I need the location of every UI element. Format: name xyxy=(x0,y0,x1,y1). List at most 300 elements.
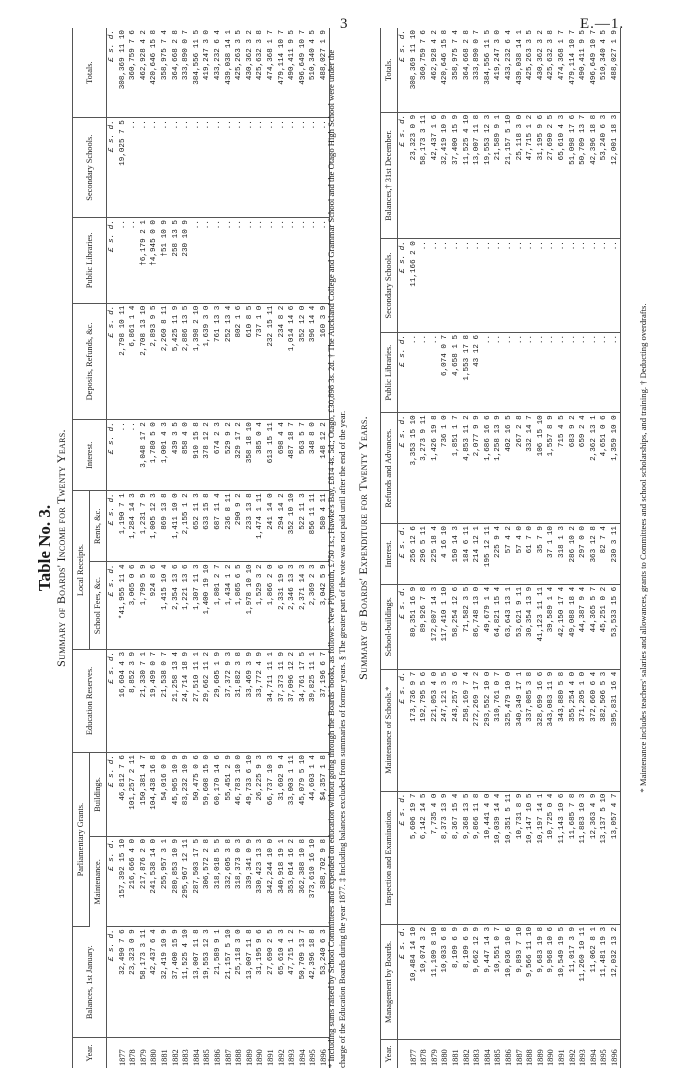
table-row xyxy=(213,28,224,1068)
table-cell: 233 13 8 xyxy=(245,491,256,562)
table-cell: 2,331 19 6 xyxy=(277,562,288,649)
table-cell: 433,232 6 4 xyxy=(504,28,515,112)
table-row xyxy=(181,28,192,1068)
table-cell: 8,367 15 4 xyxy=(451,791,462,924)
table-cell: 256 12 6 xyxy=(409,524,420,585)
table-cell: 330,423 13 3 xyxy=(255,836,266,926)
table-cell: .. xyxy=(171,118,182,218)
table-cell: .. xyxy=(589,239,600,333)
table-cell: .. xyxy=(118,420,129,491)
table-cell: 1,014 14 6 xyxy=(287,303,298,420)
table-cell: 1,426 19 8 xyxy=(430,413,441,524)
table-cell: .. xyxy=(568,332,579,412)
table-row xyxy=(430,28,441,1068)
table-cell: 9,566 11 10 xyxy=(525,924,536,1039)
year-cell: 1884 xyxy=(191,1049,201,1066)
income-subtitle: Summary of Boards' Income for Twenty Years. xyxy=(54,429,68,667)
table-cell: 3,065 0 6 xyxy=(128,562,139,649)
table-cell: 42,396 18 8 xyxy=(589,112,600,238)
table-cell: .. xyxy=(483,332,494,412)
table-cell: 10,725 0 4 xyxy=(546,791,557,924)
table-cell: 82 7 4 xyxy=(599,524,610,585)
table-cell: .. xyxy=(128,218,139,304)
table-row xyxy=(224,28,235,1068)
table-cell: 430,362 3 2 xyxy=(536,28,547,112)
table-row xyxy=(578,28,589,1068)
table-cell: 496,649 10 7 xyxy=(589,28,600,112)
table-cell: 13,057 4 7 xyxy=(610,791,621,924)
units-cell: £ s. d. xyxy=(107,927,118,1038)
table-cell: 652 11 3 xyxy=(192,491,203,562)
table-cell: .. xyxy=(515,332,526,412)
col-totals: Totals. xyxy=(73,28,107,118)
table-cell: 332,605 3 8 xyxy=(224,836,235,926)
table-cell: 27,690 2 5 xyxy=(266,927,277,1038)
table-row xyxy=(287,28,298,1068)
table-cell: 385 0 4 xyxy=(255,420,266,491)
table-cell: 160 3 9 xyxy=(319,303,330,420)
table-cell: 396 14 4 xyxy=(308,303,319,420)
table-cell: 37,400 15 9 xyxy=(451,112,462,238)
year-cell: 1882 xyxy=(170,1049,180,1066)
table-cell: 39,589 1 4 xyxy=(546,584,557,669)
table-row xyxy=(568,28,579,1068)
col-public-libraries: Public Libraries. xyxy=(73,218,107,304)
table-cell: 388,702 9 8 xyxy=(319,836,330,926)
table-cell: .. xyxy=(224,218,235,304)
table-cell: 217,876 2 0 xyxy=(139,836,150,926)
table-cell: †4,945 0 0 xyxy=(149,218,160,304)
year-cell: 1889 xyxy=(244,1049,254,1066)
table-cell: 267 2 8 xyxy=(515,413,526,524)
table-cell: †51 10 9 xyxy=(160,218,171,304)
table-cell: .. xyxy=(483,239,494,333)
table-cell: 425,632 3 8 xyxy=(546,28,557,112)
table-cell: 280,853 10 9 xyxy=(171,836,182,926)
table-cell: 8,373 13 9 xyxy=(440,791,451,924)
table-cell: 216,666 4 0 xyxy=(128,836,139,926)
table-cell: 1,001 4 3 xyxy=(160,420,171,491)
table-cell: 419,247 3 0 xyxy=(202,28,213,118)
year-cell: 1896 xyxy=(319,1038,330,1068)
table-cell: 32,419 10 9 xyxy=(440,112,451,238)
table-cell: 1,398 2 10 xyxy=(192,303,203,420)
table-cell: 230 10 9 xyxy=(181,218,192,304)
table-cell: 1,190 7 1 xyxy=(118,491,129,562)
table-cell: 65,610 4 3 xyxy=(277,927,288,1038)
table-cell: .. xyxy=(493,332,504,412)
table-cell: 1,557 8 9 xyxy=(546,413,557,524)
table-cell: 32,419 10 9 xyxy=(160,927,171,1038)
table-cell: 687 11 4 xyxy=(213,491,224,562)
col-interest: Interest. xyxy=(381,524,398,585)
table-cell: 80,351 16 9 xyxy=(409,584,420,669)
table-title: Table No. 3. xyxy=(35,504,54,592)
units-cell: £ s. d. xyxy=(107,836,118,926)
table-cell: 439,038 14 1 xyxy=(224,28,235,118)
table-cell: 333,890 0 7 xyxy=(181,28,192,118)
units-cell: £ s. d. xyxy=(107,118,118,218)
table-cell: 54,016 0 0 xyxy=(160,753,171,837)
table-cell: 55,451 2 9 xyxy=(224,753,235,837)
col-balances: Balances, 1st January. xyxy=(73,927,107,1038)
table-cell: 295,967 12 11 xyxy=(181,836,192,926)
table-cell: 332 14 7 xyxy=(525,413,536,524)
rotated-table-page xyxy=(30,28,670,1068)
table-cell: 225 18 4 xyxy=(430,524,441,585)
table-cell: 858 4 0 xyxy=(181,420,192,491)
table-cell: .. xyxy=(277,218,288,304)
table-row xyxy=(536,28,547,1068)
table-cell: .. xyxy=(298,118,309,218)
table-cell: 57 4 2 xyxy=(504,524,515,585)
table-cell: 430,362 3 2 xyxy=(245,28,256,118)
table-cell: 425,263 3 5 xyxy=(234,28,245,118)
units-row xyxy=(107,28,118,1068)
table-cell: 49,679 1 4 xyxy=(483,584,494,669)
table-cell: 45,251 0 2 xyxy=(599,584,610,669)
table-cell: 63,643 13 1 xyxy=(504,584,515,669)
year-cell: 1888 xyxy=(525,1049,535,1066)
table-row xyxy=(546,28,557,1068)
table-cell: 45,965 10 9 xyxy=(171,753,182,837)
table-cell: 172,807 14 3 xyxy=(430,584,441,669)
table-cell: 58,173 3 11 xyxy=(139,927,150,1038)
table-cell: 34,761 17 5 xyxy=(298,649,309,752)
table-row xyxy=(298,28,309,1068)
table-cell: .. xyxy=(546,332,557,412)
year-cell: 1891 xyxy=(265,1049,275,1066)
table-cell: .. xyxy=(515,239,526,333)
table-row xyxy=(128,28,139,1068)
table-cell: 272,269 17 2 xyxy=(472,669,483,791)
year-cell: 1896 xyxy=(610,1040,621,1068)
table-cell: 26,225 9 3 xyxy=(255,753,266,837)
table-cell: .. xyxy=(308,118,319,218)
table-row xyxy=(515,28,526,1068)
table-row xyxy=(192,28,203,1068)
table-cell: 462,928 4 2 xyxy=(430,28,441,112)
table-cell: 53,621 9 11 xyxy=(515,584,526,669)
table-cell: 44,603 1 4 xyxy=(308,753,319,837)
table-cell: 9,662 12 9 xyxy=(472,924,483,1039)
table-cell: 192,795 5 6 xyxy=(419,669,430,791)
table-cell: 2,708 13 10 xyxy=(139,303,150,420)
table-cell: 479,114 10 7 xyxy=(277,28,288,118)
table-row xyxy=(118,28,129,1068)
table-cell: 337,085 3 8 xyxy=(525,669,536,791)
table-row xyxy=(308,28,319,1068)
table-cell: 42,437 6 4 xyxy=(149,927,160,1038)
table-cell: 236 8 11 xyxy=(224,491,235,562)
table-cell: .. xyxy=(255,218,266,304)
table-cell: 117,410 1 10 xyxy=(440,584,451,669)
table-cell: 1,284 14 3 xyxy=(128,491,139,562)
table-cell: .. xyxy=(419,239,430,333)
table-cell: 241,538 14 0 xyxy=(149,836,160,926)
table-cell: 488,027 1 9 xyxy=(319,28,330,118)
table-row xyxy=(277,28,288,1068)
table-cell: 318 1 3 xyxy=(557,524,568,585)
table-cell: 384,556 11 5 xyxy=(192,28,203,118)
table-cell: 4,658 1 5 xyxy=(451,332,462,412)
table-cell: 21,589 9 1 xyxy=(493,112,504,238)
table-cell: 21,589 9 1 xyxy=(213,927,224,1038)
table-row xyxy=(610,28,621,1068)
table-row xyxy=(149,28,160,1068)
table-row xyxy=(245,28,256,1068)
table-row xyxy=(202,28,213,1068)
table-cell: 339,341 0 9 xyxy=(245,836,256,926)
table-cell: .. xyxy=(599,239,610,333)
table-cell: 2,077 9 9 xyxy=(472,413,483,524)
table-cell: 4 16 10 xyxy=(440,524,451,585)
table-cell: 290 9 2 xyxy=(234,491,245,562)
col-public-libraries: Public Libraries. xyxy=(381,332,398,412)
table-cell: 148 12 2 xyxy=(319,420,330,491)
table-cell: 45,079 5 10 xyxy=(298,753,309,837)
table-cell: 46,783 10 0 xyxy=(234,753,245,837)
table-cell: 157,392 15 10 xyxy=(118,836,129,926)
table-cell: .. xyxy=(213,218,224,304)
table-cell: 23,323 0 9 xyxy=(128,927,139,1038)
table-cell: 378 12 2 xyxy=(202,420,213,491)
table-cell: 1,553 17 8 xyxy=(462,332,473,412)
table-cell: 243,257 3 6 xyxy=(451,669,462,791)
year-cell: 1879 xyxy=(138,1049,148,1066)
table-cell: 333,890 0 7 xyxy=(472,28,483,112)
table-cell: 737 1 0 xyxy=(255,303,266,420)
table-cell: 360,759 7 6 xyxy=(419,28,430,112)
table-cell: 382,506 5 3 xyxy=(599,669,610,791)
units-cell: £ s. d. xyxy=(398,669,409,791)
table-cell: 352 12 0 xyxy=(298,303,309,420)
year-cell: 1882 xyxy=(461,1049,471,1066)
table-cell: 47,715 1 2 xyxy=(525,112,536,238)
units-cell: £ s. d. xyxy=(107,562,118,649)
table-cell: 1,780 5 0 xyxy=(149,420,160,491)
table-cell: 2,369 2 3 xyxy=(308,562,319,649)
units-cell: £ s. d. xyxy=(398,239,409,333)
year-cell: 1884 xyxy=(482,1049,492,1066)
table-cell: 910 15 8 xyxy=(192,420,203,491)
units-cell: £ s. d. xyxy=(107,420,118,491)
table-cell: 4,651 0 6 xyxy=(599,413,610,524)
table-cell: 23,323 0 9 xyxy=(409,112,420,238)
table-cell: 698 4 4 xyxy=(277,420,288,491)
table-cell: 31,195 9 6 xyxy=(255,927,266,1038)
table-cell: 462,928 4 2 xyxy=(139,28,150,118)
table-cell: 29,605 1 9 xyxy=(213,649,224,752)
col-local-receipts: Local Receipts. xyxy=(73,491,90,650)
table-cell: .. xyxy=(610,239,621,333)
table-cell: 1,231 7 9 xyxy=(139,491,150,562)
table-cell: 1,411 10 0 xyxy=(171,491,182,562)
table-cell: 10,197 14 1 xyxy=(536,791,547,924)
table-cell: 633 15 8 xyxy=(202,491,213,562)
units-cell: £ s. d. xyxy=(398,791,409,924)
table-cell: .. xyxy=(266,218,277,304)
table-cell: .. xyxy=(451,239,462,333)
table-cell: 32,490 7 6 xyxy=(118,927,129,1038)
table-cell: 61 7 0 xyxy=(525,524,536,585)
col-rents: Rents, &c. xyxy=(90,491,107,562)
table-cell: .. xyxy=(462,239,473,333)
table-cell: 58,173 3 11 xyxy=(419,112,430,238)
table-cell: 293,552 10 0 xyxy=(483,669,494,791)
table-cell: 10,033 6 8 xyxy=(440,924,451,1039)
units-cell xyxy=(107,1038,118,1068)
table-cell: .. xyxy=(430,239,441,333)
table-cell: .. xyxy=(319,218,330,304)
table-cell: 306,572 2 8 xyxy=(202,836,213,926)
table-row xyxy=(599,28,610,1068)
table-cell: 10,551 0 7 xyxy=(493,924,504,1039)
col-education-reserves: Education Reserves. xyxy=(73,649,107,752)
table-cell: 924 8 6 xyxy=(149,562,160,649)
table-cell: 715 4 5 xyxy=(557,413,568,524)
table-cell: 37,096 12 2 xyxy=(287,649,298,752)
units-cell: £ s. d. xyxy=(107,28,118,118)
table-cell: .. xyxy=(536,332,547,412)
table-cell: .. xyxy=(589,332,600,412)
table-cell: 71,582 3 5 xyxy=(462,584,473,669)
year-cell: 1877 xyxy=(117,1049,127,1066)
table-cell: 1,415 10 4 xyxy=(160,562,171,649)
table-cell: 53,240 6 3 xyxy=(319,927,330,1038)
year-cell: 1877 xyxy=(408,1049,418,1066)
table-cell: 255,957 3 1 xyxy=(160,836,171,926)
col-secondary-schools: Secondary Schools. xyxy=(73,118,107,218)
table-cell: .. xyxy=(160,118,171,218)
table-cell: 856 11 11 xyxy=(308,491,319,562)
table-cell: 49,733 6 10 xyxy=(245,753,256,837)
table-cell: 11,525 4 10 xyxy=(462,112,473,238)
table-cell: 1,529 3 2 xyxy=(255,562,266,649)
table-cell: .. xyxy=(234,218,245,304)
year-cell: 1892 xyxy=(276,1049,286,1066)
table-cell: .. xyxy=(287,118,298,218)
table-cell: 47,715 1 2 xyxy=(287,927,298,1038)
table-cell: 21,330 7 1 xyxy=(139,649,150,752)
table-cell: 30,354 13 9 xyxy=(525,584,536,669)
table-cell: 25,118 3 0 xyxy=(515,112,526,238)
units-cell: £ s. d. xyxy=(107,649,118,752)
table-cell: 3,353 15 10 xyxy=(409,413,420,524)
table-cell: 7,735 4 0 xyxy=(430,791,441,924)
table-cell: 11,017 3 9 xyxy=(568,924,579,1039)
table-cell: 3,048 17 2 xyxy=(139,420,150,491)
table-cell: 358 18 10 xyxy=(245,420,256,491)
table-cell: 736 1 0 xyxy=(440,413,451,524)
table-cell: 33,003 1 11 xyxy=(287,753,298,837)
table-cell: 12,363 4 9 xyxy=(589,791,600,924)
year-cell: 1881 xyxy=(450,1049,460,1066)
table-cell: .. xyxy=(202,218,213,304)
table-cell: .. xyxy=(308,218,319,304)
table-cell: 53,533 15 6 xyxy=(610,584,621,669)
table-cell: 184 6 11 xyxy=(462,524,473,585)
table-cell: 674 2 3 xyxy=(213,420,224,491)
table-cell: .. xyxy=(472,239,483,333)
table-cell: 294 14 2 xyxy=(277,491,288,562)
table-cell: .. xyxy=(525,332,536,412)
table-cell: .. xyxy=(192,218,203,304)
table-cell: 258,169 7 4 xyxy=(462,669,473,791)
table-cell: .. xyxy=(319,118,330,218)
table-cell: 10,147 10 5 xyxy=(525,791,536,924)
table-cell: 234 8 2 xyxy=(277,303,288,420)
table-cell: 247,121 3 5 xyxy=(440,669,451,791)
table-cell: 2,362 13 1 xyxy=(589,413,600,524)
col-deposits: Deposits, Refunds, &c. xyxy=(73,303,107,420)
table-cell: .. xyxy=(287,218,298,304)
table-cell: 27,690 2 5 xyxy=(546,112,557,238)
table-cell: 1,221 13 6 xyxy=(181,562,192,649)
table-row xyxy=(440,28,451,1068)
table-row xyxy=(160,28,171,1068)
table-row xyxy=(234,28,245,1068)
units-cell: £ s. d. xyxy=(107,303,118,420)
table-row xyxy=(589,28,600,1068)
table-cell: 35 7 9 xyxy=(536,524,547,585)
table-cell: 363 12 8 xyxy=(589,524,600,585)
table-cell: 318,018 5 5 xyxy=(213,836,224,926)
col-school-buildings: School-buildings. xyxy=(381,584,398,669)
table-cell: 252 13 4 xyxy=(224,303,235,420)
table-cell: 19,553 12 3 xyxy=(483,112,494,238)
table-cell: 10,549 19 5 xyxy=(557,924,568,1039)
table-cell: 11,260 10 11 xyxy=(578,924,589,1039)
table-cell: 353,014 16 2 xyxy=(287,836,298,926)
table-cell: 510,340 4 5 xyxy=(599,28,610,112)
table-cell: .. xyxy=(118,218,129,304)
table-cell: 2,371 14 3 xyxy=(298,562,309,649)
table-cell: 50,475 0 6 xyxy=(192,753,203,837)
col-buildings: Buildings. xyxy=(90,753,107,837)
table-cell: 19,025 7 5 xyxy=(118,118,129,218)
table-cell: 1,865 6 5 xyxy=(234,562,245,649)
table-cell: .. xyxy=(504,239,515,333)
table-cell: 19,553 12 3 xyxy=(202,927,213,1038)
income-table xyxy=(72,28,330,1068)
table-cell: 65,610 4 3 xyxy=(557,112,568,238)
table-cell: .. xyxy=(181,118,192,218)
table-cell: 221,053 4 0 xyxy=(430,669,441,791)
table-cell: 10,441 4 0 xyxy=(483,791,494,924)
table-cell: 287,503 17 5 xyxy=(192,836,203,926)
table-cell: 258 13 5 xyxy=(171,218,182,304)
table-cell: .. xyxy=(610,332,621,412)
table-cell: 439,038 14 1 xyxy=(515,28,526,112)
year-cell: 1886 xyxy=(503,1049,513,1066)
units-cell: £ s. d. xyxy=(398,584,409,669)
table-cell: 33,469 3 9 xyxy=(245,649,256,752)
table-cell: 342,244 10 0 xyxy=(266,836,277,926)
table-cell: 64,821 15 4 xyxy=(493,584,504,669)
table-cell: 6,074 0 7 xyxy=(440,332,451,412)
units-cell: £ s. d. xyxy=(107,753,118,837)
table-cell: 1,005 12 3 xyxy=(149,491,160,562)
table-cell: 384,556 11 5 xyxy=(483,28,494,112)
table-cell: .. xyxy=(440,239,451,333)
table-cell: 241 14 0 xyxy=(266,491,277,562)
table-cell: 66,737 10 3 xyxy=(266,753,277,837)
table-cell: 683 9 2 xyxy=(568,413,579,524)
expenditure-subtitle: Summary of Boards' Expenditure for Twenty Years. xyxy=(356,416,370,680)
year-cell: 1890 xyxy=(546,1049,556,1066)
table-cell: 433,232 6 4 xyxy=(213,28,224,118)
